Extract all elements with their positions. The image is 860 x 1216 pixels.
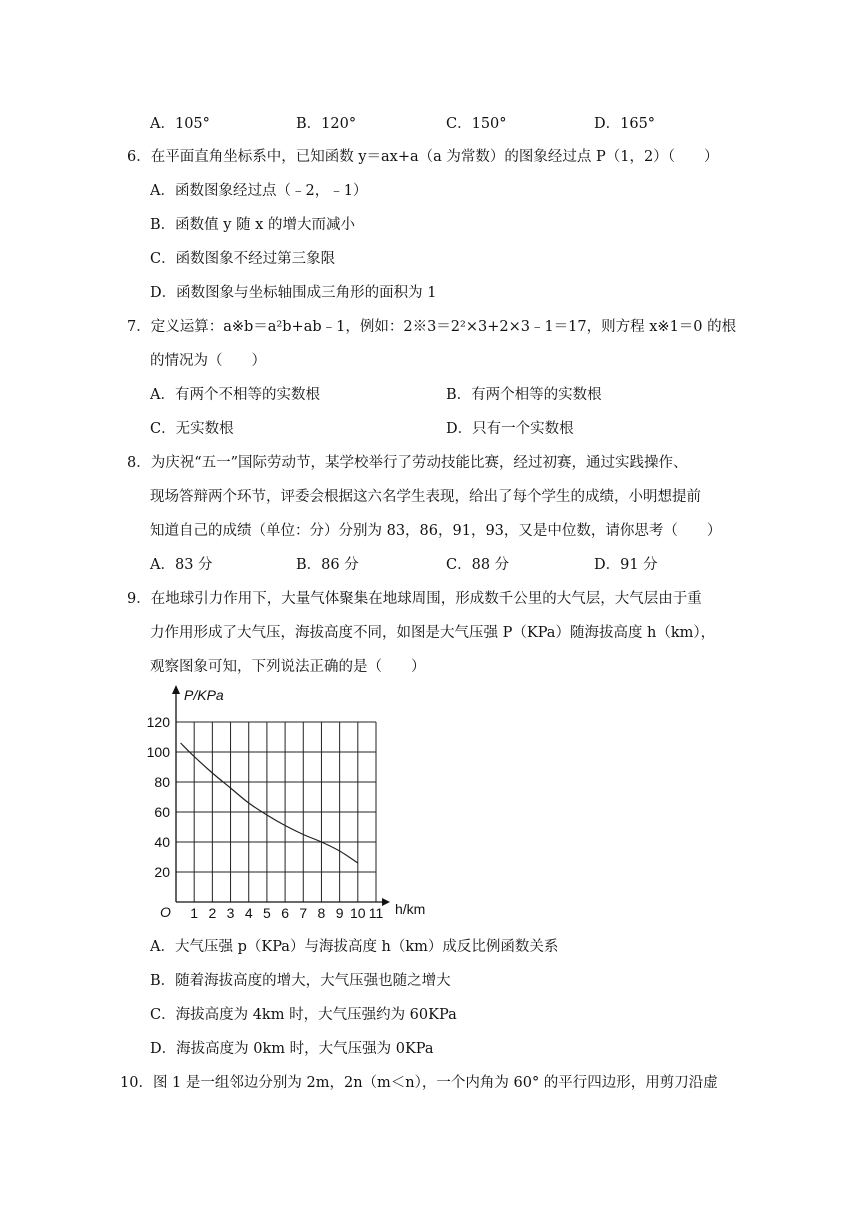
q8-stem-line-1: 8．为庆祝“五一”国际劳动节，某学校举行了劳动技能比赛，经过初赛，通过实践操作、 [127,455,688,471]
pressure-curve [181,743,358,863]
chart-grid [176,722,376,902]
q5-option-a: A．105° [150,116,210,132]
y-tick-label: 60 [154,804,170,820]
q7-option-d: D．只有一个实数根 [446,421,574,437]
q6-stem: 6．在平面直角坐标系中，已知函数 y＝ax+a（a 为常数）的图象经过点 P（1，2）（ ） [127,149,719,165]
y-tick-label: 120 [146,714,170,730]
y-tick-label: 80 [154,774,170,790]
q8-option-a: A．83 分 [150,557,213,573]
q5-option-d: D．165° [594,116,656,132]
q9-stem-line-3: 观察图象可知，下列说法正确的是（ ） [150,659,426,675]
y-axis-label: P/KPa [184,687,224,703]
x-tick-label: 7 [299,905,308,921]
origin-label: O [160,904,171,920]
q8-option-b: B．86 分 [296,557,359,573]
q6-option-a: A．函数图象经过点（﹣2，﹣1） [150,183,368,199]
q8-stem-line-2: 现场答辩两个环节，评委会根据这六名学生表现，给出了每个学生的成绩，小明想提前 [150,489,701,505]
x-tick-label: 9 [335,905,344,921]
x-tick-label: 1 [190,905,199,921]
q8-stem-line-3: 知道自己的成绩（单位：分）分别为 83，86，91，93，又是中位数，请你思考（ ） [150,523,722,539]
q6-option-b: B．函数值 y 随 x 的增大而减小 [150,217,355,233]
q9-stem-line-1: 9．在地球引力作用下，大量气体聚集在地球周围，形成数千公里的大气层，大气层由于重 [127,591,702,607]
x-tick-label: 4 [244,905,253,921]
y-tick-label: 40 [154,834,170,850]
pressure-altitude-chart [146,682,440,927]
q9-option-a: A．大气压强 p（KPa）与海拔高度 h（km）成反比例函数关系 [150,939,559,955]
q9-stem-line-2: 力作用形成了大气压，海拔高度不同，如图是大气压强 P（KPa）随海拔高度 h（km）， [150,625,716,641]
q8-option-d: D．91 分 [594,557,658,573]
x-tick-label: 6 [281,905,289,921]
q7-option-b: B．有两个相等的实数根 [446,387,602,403]
q7-stem-line-1: 7．定义运算：a※b＝a²b+ab﹣1，例如：2※3＝2²×3+2×3﹣1＝17，则方程 x※1＝0 的根 [127,319,737,335]
q5-option-c: C．150° [446,116,507,132]
q7-option-c: C．无实数根 [150,421,234,437]
x-tick-label: 11 [368,905,384,921]
x-tick-label: 5 [263,905,271,921]
x-tick-label: 2 [208,905,217,921]
q9-option-d: D．海拔高度为 0km 时，大气压强为 0KPa [150,1041,434,1057]
q10-stem-line-1: 10．图 1 是一组邻边分别为 2m，2n（m＜n），一个内角为 60° 的平行四边形，用剪刀沿虚 [120,1075,718,1091]
x-tick-label: 10 [350,905,366,921]
q6-option-c: C．函数图象不经过第三象限 [150,251,336,267]
q5-option-b: B．120° [296,116,357,132]
q7-stem-line-2: 的情况为（ ） [150,353,266,369]
x-axis-label: h/km [395,901,426,917]
y-tick-label: 100 [146,744,170,760]
q9-option-c: C．海拔高度为 4km 时，大气压强约为 60KPa [150,1007,457,1023]
x-tick-label: 3 [226,905,235,921]
x-tick-label: 8 [317,905,326,921]
q6-option-d: D．函数图象与坐标轴围成三角形的面积为 1 [150,285,437,301]
y-tick-label: 20 [154,864,170,880]
y-axis-arrow [172,685,180,694]
q8-option-c: C．88 分 [446,557,510,573]
chart-axes [172,685,390,906]
q7-option-a: A．有两个不相等的实数根 [150,387,320,403]
q9-option-b: B．随着海拔高度的增大，大气压强也随之增大 [150,973,451,989]
